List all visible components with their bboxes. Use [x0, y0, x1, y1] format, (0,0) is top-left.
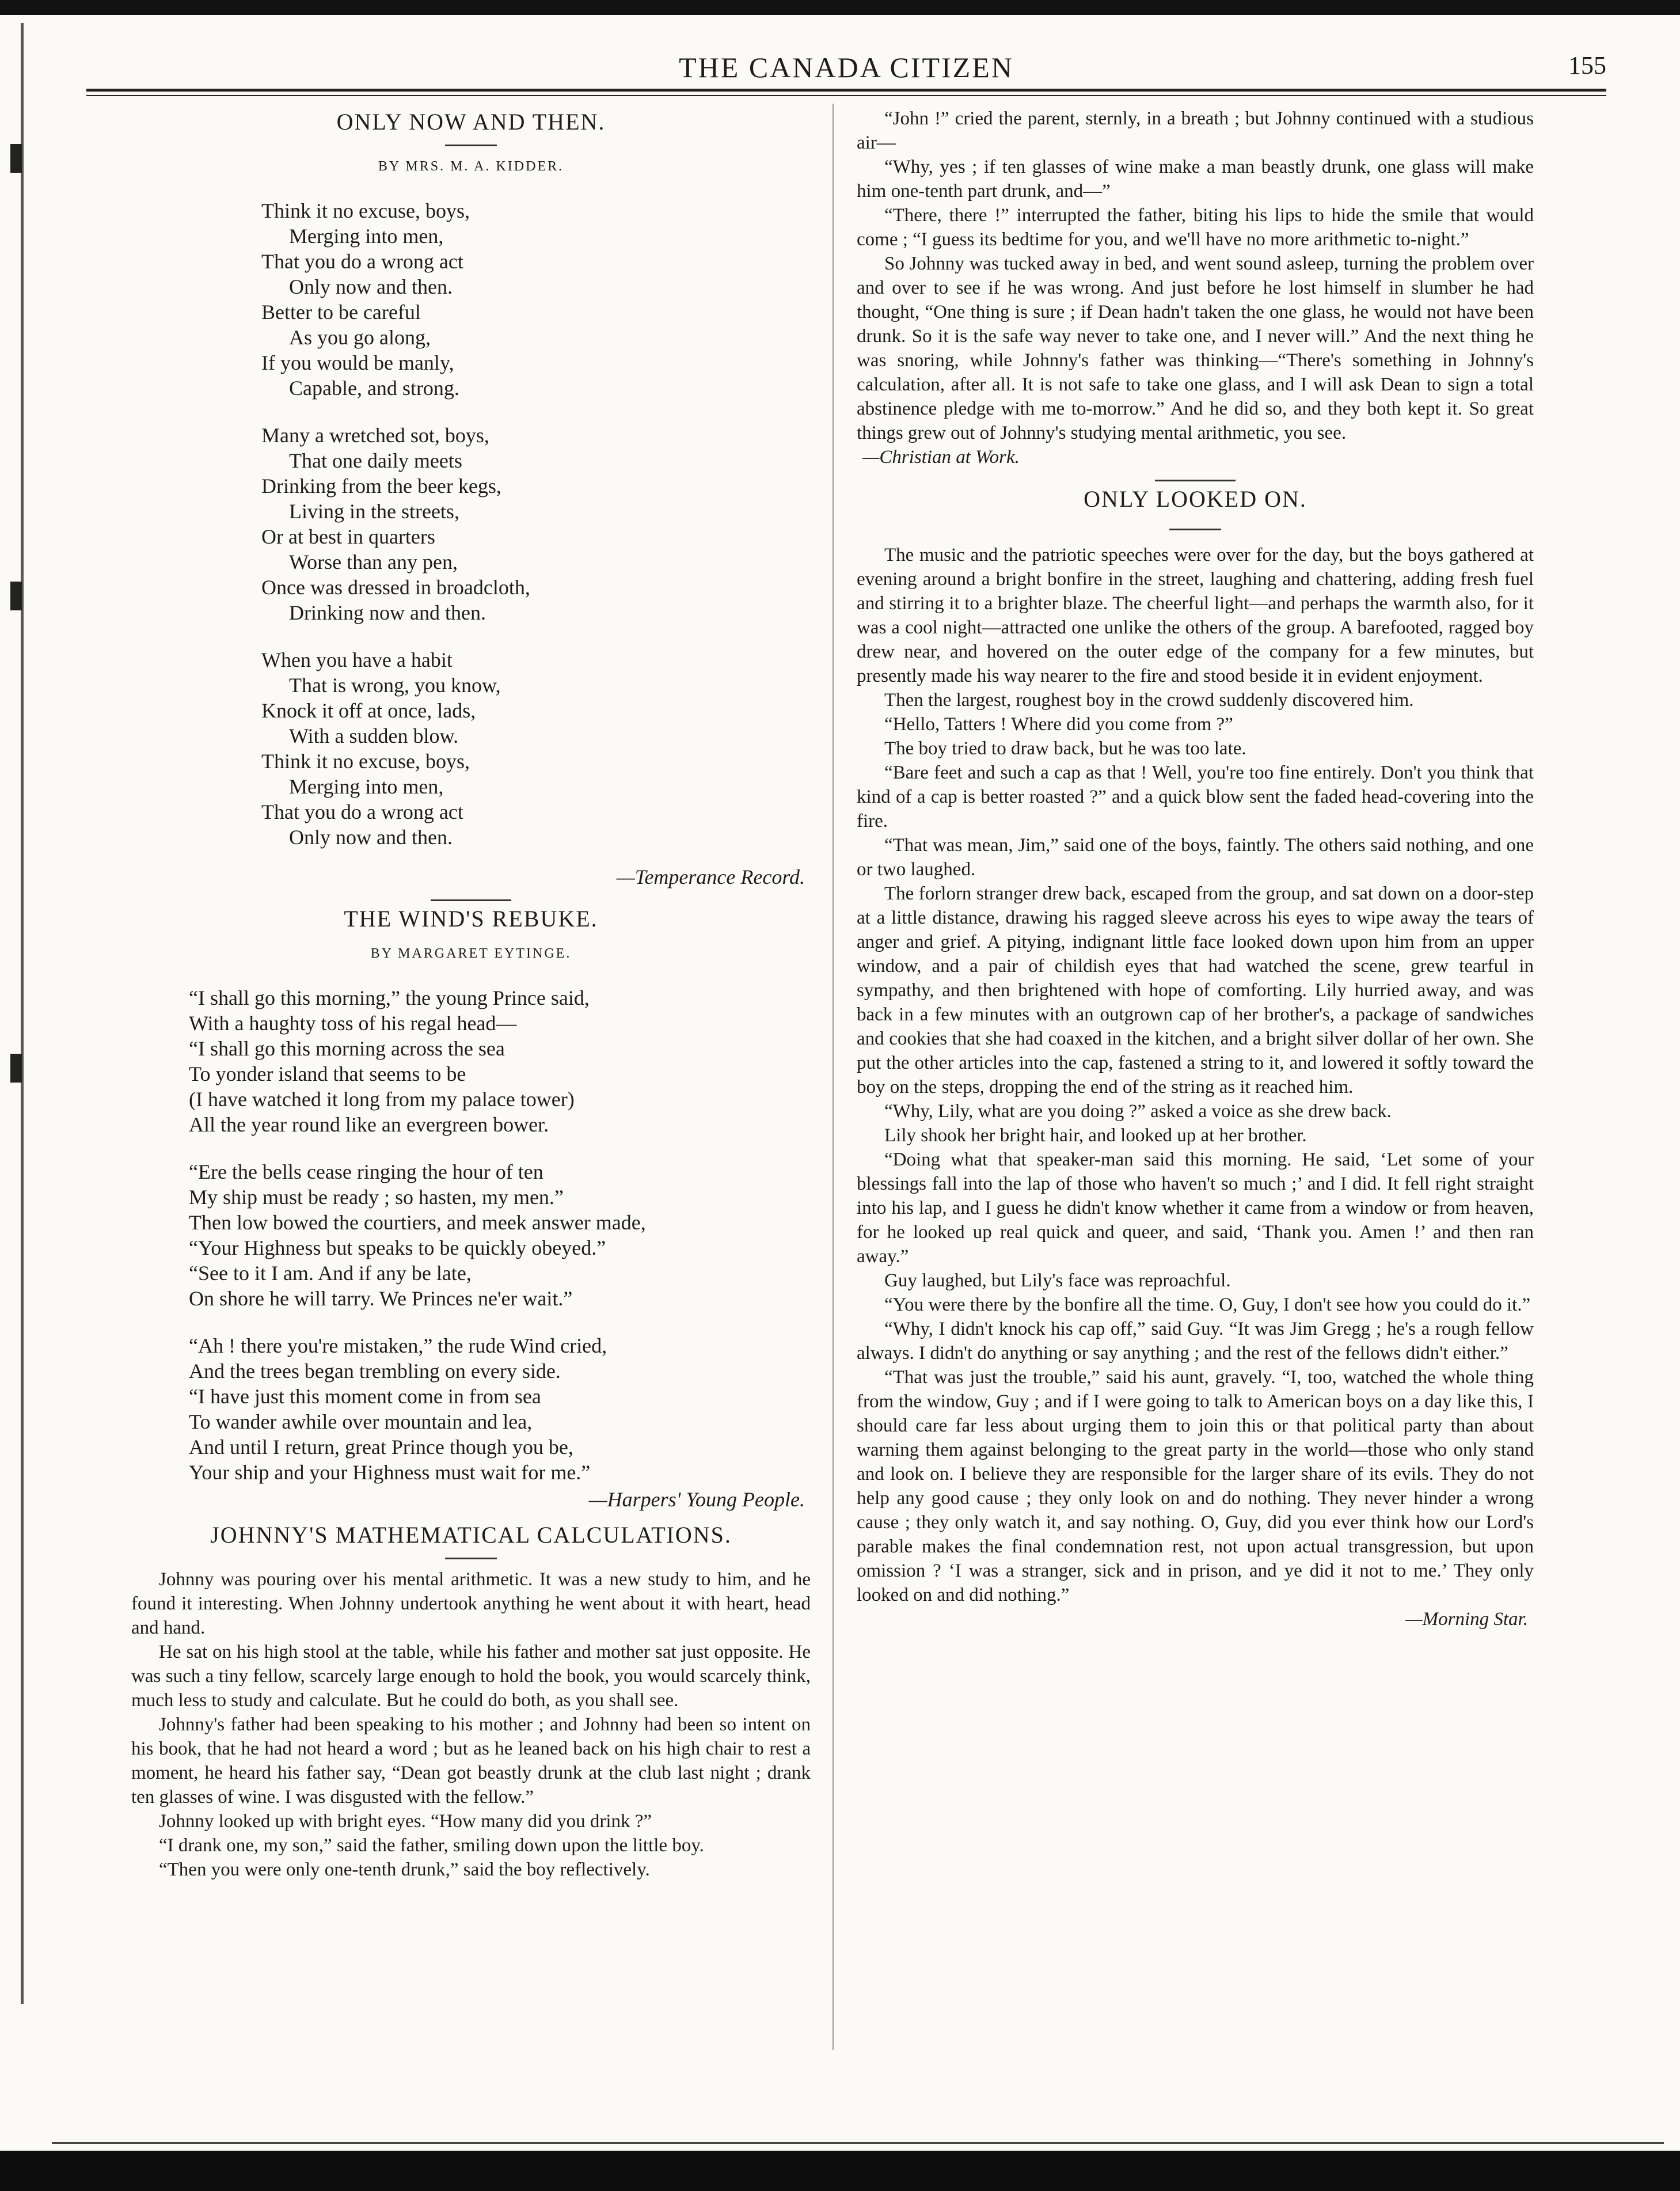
paragraph: The music and the patriotic speeches were over for the day, but the boys gathered at evening around a bright bonfire in the street, laughing and chattering, adding fresh fuel and stirring it to a brighter blaze. The cheerful light—and perhaps the warmth also, for it was a cool night—attracted one unlike the others of the group. A barefooted, ragged boy drew near, and hovered on the outer edge of the company for a few minutes, but presently made his way nearer to the fire and stood beside it in evident enjoyment.: [857, 545, 1534, 686]
column-separator: [833, 104, 834, 2050]
poem-line: My ship must be ready ; so hasten, my men.”: [189, 1186, 564, 1209]
poem-line: Then low bowed the courtiers, and meek answer made,: [189, 1211, 646, 1234]
poem-line: “I shall go this morning across the sea: [189, 1037, 505, 1060]
poem-line: And until I return, great Prince though you be,: [189, 1436, 573, 1459]
article-body: [131, 1567, 811, 1882]
paragraph: “That was just the trouble,” said his aunt, gravely. “I, too, watched the whole thing from the window, Guy ; and if I were going to talk to American boys on a day like this, I should care far less about urging them to join this or that political party than about warning them against belonging to the great party in the world—those who only stand and look on. I believe they are responsible for the larger share of its evils. They do not help any good cause ; they only look on and do nothing. They never hinder a wrong cause ; they only watch it, and say nothing. O, Guy, did you ever think how our Lord's parable makes the final condemnation rest, not upon actual transgression, but upon omission ? ‘I was a stranger, sick and in prison, and ye did it not to me.’ They only looked on and did nothing.”: [857, 1367, 1534, 1605]
article-continuation: [857, 107, 1534, 469]
paragraph: “John !” cried the parent, sternly, in a breath ; but Johnny continued with a studious air—: [857, 108, 1534, 153]
poem-line: Merging into men,: [289, 225, 444, 248]
paragraph: Guy laughed, but Lily's face was reproachful.: [884, 1270, 1231, 1291]
margin-mark: [10, 1054, 22, 1083]
section-rule: [1155, 480, 1236, 481]
poem-line: Think it no excuse, boys,: [261, 750, 470, 773]
poem-line: As you go along,: [289, 326, 431, 349]
poem-line: Or at best in quarters: [261, 525, 435, 548]
paragraph: “That was mean, Jim,” said one of the boys, faintly. The others said nothing, and one or two laughed.: [857, 835, 1534, 880]
poem-line: “Your Highness but speaks to be quickly obeyed.”: [189, 1236, 606, 1259]
paragraph: “Then you were only one-tenth drunk,” said the boy reflectively.: [159, 1859, 650, 1880]
top-border-band: [0, 0, 1680, 15]
poem-stanza: [261, 647, 811, 850]
poem-stanza: [189, 1333, 811, 1485]
poem-line: Many a wretched sot, boys,: [261, 424, 489, 447]
left-column: [131, 107, 811, 1882]
paragraph: The forlorn stranger drew back, escaped from the group, and sat down on a door-step at a little distance, drawing his ragged sleeve across his eyes to wipe away the tears of anger and grief. A pitying, indignant little face looked down upon him from an upper window, and a pair of childish eyes that had watched the scene, grew tearful in sympathy, and then brightened with hope of comforting. Lily hurried away, and was back in a few minutes with an outgrown cap of her brother's, a package of sandwiches and cookies that she had coaxed in the kitchen, and a bright silver dollar of her own. She put the other articles into the cap, fastened a string to it, and lowered it softly toward the boy on the steps, dropping the end of the string as it reached him.: [857, 883, 1534, 1098]
poem-source: —Temperance Record.: [616, 865, 805, 888]
poem-winds-rebuke: [131, 907, 811, 1512]
poem-line: “I shall go this morning,” the young Prince said,: [189, 986, 590, 1009]
bottom-border-band: [0, 2151, 1680, 2191]
paragraph: Johnny was pouring over his mental arithmetic. It was a new study to him, and he found it interesting. When Johnny undertook anything he went about it with heart, head and hand.: [131, 1569, 811, 1638]
poem-line: Worse than any pen,: [289, 550, 458, 574]
article-johnnys-calculations: [131, 1523, 811, 1882]
poem-title: ONLY NOW AND THEN.: [336, 109, 606, 135]
paragraph: “There, there !” interrupted the father, biting his lips to hide the smile that would come ; “I guess its bedtime for you, and we'll have no more arithmetic to-night.”: [857, 205, 1534, 250]
poem-title: THE WIND'S REBUKE.: [344, 906, 598, 932]
paragraph: “I drank one, my son,” said the father, smiling down upon the little boy.: [159, 1835, 704, 1856]
header-rule: [86, 89, 1606, 92]
margin-mark: [10, 582, 22, 610]
margin-mark: [10, 144, 22, 173]
paragraph: The boy tried to draw back, but he was too late.: [884, 738, 1246, 759]
poem-line: “I have just this moment come in from sea: [189, 1385, 541, 1408]
poem-line: Better to be careful: [261, 301, 421, 324]
publication-title: THE CANADA CITIZEN: [679, 51, 1014, 83]
poem-line: That you do a wrong act: [261, 250, 463, 273]
binding-edge: [21, 23, 24, 2004]
title-rule: [1169, 529, 1221, 530]
poem-byline: BY MARGARET EYTINGE.: [370, 946, 572, 961]
poem-line: “See to it I am. And if any be late,: [189, 1262, 472, 1285]
poem-body: [131, 985, 811, 1485]
poem-line: Merging into men,: [289, 775, 444, 798]
poem-line: And the trees began trembling on every side.: [189, 1360, 561, 1383]
poem-only-now-and-then: [131, 110, 811, 889]
paragraph: “Why, I didn't knock his cap off,” said Guy. “It was Jim Gregg ; he's a rough fellow always. I didn't do anything or say anything ; and the rest of the fellows didn't either.”: [857, 1319, 1534, 1364]
poem-body: [131, 198, 811, 850]
poem-line: To yonder island that seems to be: [189, 1062, 466, 1085]
poem-stanza: [261, 198, 811, 401]
poem-source: —Harpers' Young People.: [588, 1488, 805, 1511]
page-number: 155: [1568, 51, 1606, 79]
poem-line: Think it no excuse, boys,: [261, 199, 470, 222]
section-rule: [431, 899, 511, 901]
paragraph: “Bare feet and such a cap as that ! Well, you're too fine entirely. Don't you think that kind of a cap is better roasted ?” and a quick blow sent the faded head-covering into the fire.: [857, 762, 1534, 831]
story-title: ONLY LOOKED ON.: [1084, 486, 1307, 512]
paragraph: Johnny looked up with bright eyes. “How many did you drink ?”: [159, 1811, 652, 1832]
right-column: [857, 107, 1534, 1631]
paragraph: “Why, yes ; if ten glasses of wine make a man beastly drunk, one glass will make him one-tenth part drunk, and—”: [857, 157, 1534, 202]
paragraph: He sat on his high stool at the table, while his father and mother sat just opposite. He was such a tiny fellow, scarcely large enough to hold the book, you would scarcely think, much less to study and calculate. But he could do both, as you shall see.: [131, 1642, 811, 1711]
poem-line: “Ere the bells cease ringing the hour of ten: [189, 1160, 543, 1183]
paragraph: Then the largest, roughest boy in the crowd suddenly discovered him.: [884, 690, 1414, 711]
poem-line: (I have watched it long from my palace tower): [189, 1088, 575, 1111]
poem-line: Knock it off at once, lads,: [261, 699, 476, 722]
paragraph: “You were there by the bonfire all the time. O, Guy, I don't see how you could do it.”: [884, 1294, 1531, 1315]
page-header: [86, 47, 1606, 93]
story-source: —Morning Star.: [1405, 1609, 1528, 1630]
poem-line: If you would be manly,: [261, 351, 454, 374]
story-body: [857, 543, 1534, 1607]
title-rule: [445, 1558, 497, 1559]
poem-line: All the year round like an evergreen bower.: [189, 1113, 549, 1136]
paragraph: “Why, Lily, what are you doing ?” asked a voice as she drew back.: [884, 1101, 1392, 1122]
poem-line: Drinking now and then.: [289, 601, 486, 624]
poem-line: Only now and then.: [289, 275, 453, 298]
poem-line: Once was dressed in broadcloth,: [261, 576, 530, 599]
paragraph: So Johnny was tucked away in bed, and went sound asleep, turning the problem over and over to see if he was wrong. And just before he lost himself in slumber he had thought, “One thing is sure ; if Dean hadn't taken the one glass, he would not have been drunk. So it is the safe way never to take one, and I never will.” And the next thing he was snoring, while Johnny's father was thinking—“There's something in Johnny's calculation, after all. It is not safe to take one glass, and I will ask Dean to sign a total abstinence pledge with me to-morrow.” And he did so, and they both kept it. So great things grew out of Johnny's studying mental arithmetic, you see.: [857, 253, 1534, 443]
title-rule: [445, 145, 497, 146]
paragraph: “Hello, Tatters ! Where did you come from ?”: [884, 714, 1233, 735]
poem-line: Drinking from the beer kegs,: [261, 474, 501, 498]
poem-stanza: [189, 985, 811, 1137]
poem-line: On shore he will tarry. We Princes ne'er wait.”: [189, 1287, 573, 1310]
article-source-line: [857, 445, 1534, 469]
poem-line: When you have a habit: [261, 648, 453, 671]
poem-line: “Ah ! there you're mistaken,” the rude Wind cried,: [189, 1334, 607, 1357]
poem-stanza: [189, 1159, 811, 1311]
story-source-line: [857, 1607, 1534, 1631]
paragraph: Johnny's father had been speaking to his mother ; and Johnny had been so intent on his book, that he had not heard a word ; but as he leaned back on his high chair to rest a moment, he heard his father say, “Dean got beastly drunk at the club last night ; drank ten glasses of wine. I was disgusted with the fellow.”: [131, 1714, 811, 1808]
poem-line: Your ship and your Highness must wait for me.”: [189, 1461, 591, 1484]
poem-byline: BY MRS. M. A. KIDDER.: [378, 159, 564, 174]
poem-line: Only now and then.: [289, 826, 453, 849]
story-only-looked-on: [857, 487, 1534, 1631]
poem-line: That you do a wrong act: [261, 800, 463, 823]
article-body: [857, 107, 1534, 445]
poem-line: With a sudden blow.: [289, 724, 459, 747]
poem-line: Living in the streets,: [289, 500, 459, 523]
bottom-rule: [52, 2142, 1664, 2144]
paragraph: “Doing what that speaker-man said this morning. He said, ‘Let some of your blessings fall into the lap of those who haven't so much ;’ and I did. It fell right straight into his lap, and I guess he didn't know whether it came from a window or from heaven, for he looked up real quick and queer, and said, ‘Thank you. Amen !’ and then ran away.”: [857, 1149, 1534, 1267]
header-rule-thin: [86, 95, 1606, 96]
paragraph: Lily shook her bright hair, and looked up at her brother.: [884, 1125, 1307, 1146]
poem-line: With a haughty toss of his regal head—: [189, 1012, 517, 1035]
article-source: —Christian at Work.: [862, 447, 1020, 468]
poem-line: That is wrong, you know,: [289, 674, 501, 697]
poem-stanza: [261, 423, 811, 625]
poem-line: Capable, and strong.: [289, 377, 459, 400]
poem-line: That one daily meets: [289, 449, 462, 472]
poem-line: To wander awhile over mountain and lea,: [189, 1410, 533, 1433]
article-title: JOHNNY'S MATHEMATICAL CALCULATIONS.: [210, 1522, 732, 1548]
